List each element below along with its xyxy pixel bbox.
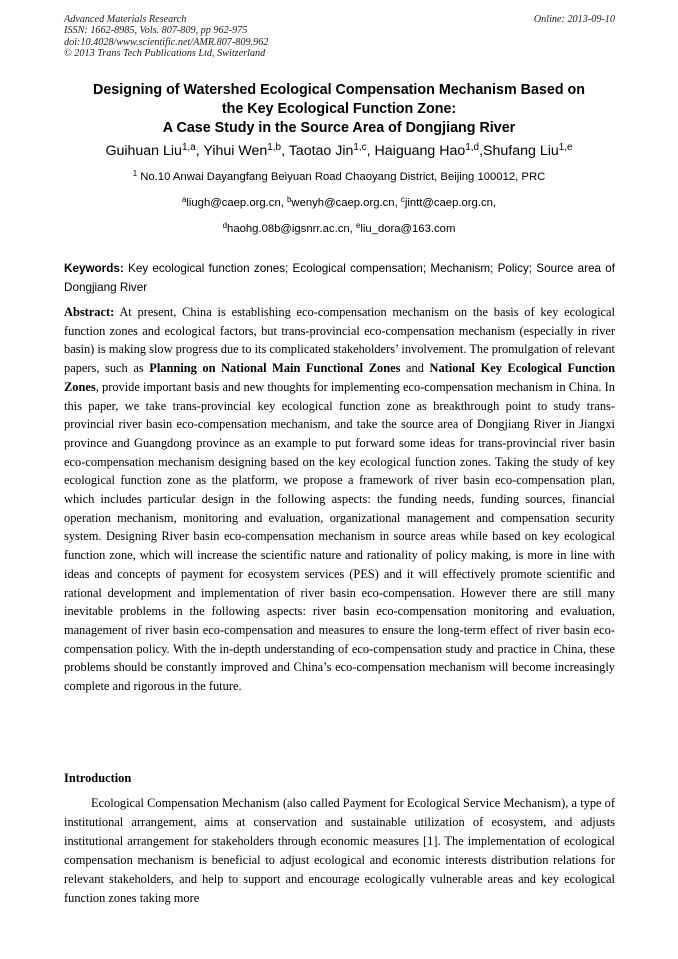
author-affil-mark: 1,d (465, 142, 480, 154)
keywords-text: Key ecological function zones; Ecological compensation; Mechanism; Policy; Source area of Dongjiang River (64, 262, 615, 294)
section-heading: Introduction (64, 771, 132, 785)
author-affil-mark: 1,e (558, 142, 573, 154)
author-separator: , (195, 143, 204, 159)
email-address[interactable]: liu_dora@163.com (360, 223, 456, 235)
email-mark: b (287, 195, 292, 205)
email-line (20, 196, 658, 210)
author-separator: , (281, 143, 289, 159)
abstract-emphasis: National Key Ecological Function Zones (64, 361, 615, 394)
author-name: Shufang Liu (483, 143, 559, 159)
affiliation (20, 170, 658, 184)
author-list (20, 141, 658, 161)
copyright-line: © 2013 Trans Tech Publications Ltd, Switzerland (64, 47, 266, 59)
author-affil-mark: 1,a (181, 142, 196, 154)
email-mark: a (181, 195, 187, 205)
email-address[interactable]: haohg.08b@igsnrr.ac.cn, (227, 223, 356, 235)
email-address[interactable]: wenyh@caep.org.cn, (291, 197, 401, 209)
author-name: Yihui Wen (203, 143, 268, 159)
abstract-text: At present, China is establishing eco-compensation mechanism on the basis of key ecological function zones and ecological factors, but trans-provincial eco-compensation mechanism (especially in river basin) is making slow progress due to its complicated stakeholders’ involvement. The promulgation of relevant papers, such as (64, 305, 615, 376)
email-mark: c (400, 195, 405, 205)
affiliation-mark: 1 (132, 169, 138, 179)
keywords (64, 260, 615, 297)
title-line: A Case Study in the Source Area of Dongjiang River (162, 120, 516, 136)
title-line: the Key Ecological Function Zone: (221, 101, 457, 117)
journal-header (64, 14, 615, 59)
keywords-label: Keywords: (64, 262, 124, 275)
email-mark: d (222, 221, 228, 231)
author-separator: , (366, 143, 375, 159)
abstract-label: Abstract: (64, 305, 115, 319)
author-name: Taotao Jin (288, 143, 354, 159)
affiliation-text: No.10 Anwai Dayangfang Beiyuan Road Chaoyang District, Beijing 100012, PRC (137, 171, 546, 183)
journal-name: Advanced Materials Research (64, 14, 187, 25)
email-mark: e (355, 221, 361, 231)
abstract-text: , provide important basis and new thoughts for implementing eco-compensation mechanism in China. In this paper, we take trans-provincial key ecological function zone as breakthrough point to study trans-provincial river basin eco-compensation mechanism, and take the source area of Dongjiang River in Jiangxi province and Guangdong province as an example to put forward some ideas for trans-provincial river basin eco-compensation mechanism designing based on the key ecological function zones. Taking the study of key ecological function zone as the platform, we propose a framework of river basin eco-compensation plan, which includes particular design in the following aspects: the funding needs, funding sources, financial operation mechanism, monitoring and evaluation, organizational management and compensation security system. Designing River basin eco-compensation mechanism in source areas while based on key ecological function zone, which will increase the scientific nature and rationality of policy making, is more in line with ideas and concepts of payment for ecosystem services (PES) and it will effectively promote scientific and rational development and implementation of river basin eco-compensation. However there are still many inevitable problems in the following aspects: river basin eco-compensation monitoring and evaluation, management of river basin eco-compensation and measures to ensure the long-term effect of river basin eco-compensation policy. With the in-depth understanding of eco-compensation study and practice in China, these problems should be constantly improved and China’s eco-compensation mechanism will become increasingly complete and rigorous in the future. (64, 379, 615, 694)
author-affil-mark: 1,b (267, 142, 282, 154)
title-line: Designing of Watershed Ecological Compensation Mechanism Based on (93, 82, 585, 98)
author-name: Haiguang Hao (374, 143, 466, 159)
author-affil-mark: 1,c (353, 142, 367, 154)
email-line (20, 222, 658, 236)
abstract-text: and (400, 361, 430, 376)
email-address[interactable]: liugh@caep.org.cn, (186, 197, 288, 209)
abstract-emphasis: Planning on National Main Functional Zones (149, 361, 401, 376)
introduction-paragraph: Ecological Compensation Mechanism (also called Payment for Ecological Service Mechanism), a type of institutional arrangement, aims at conservation and sustainable utilization of ecosystem, and adjusts institutional arrangement for stakeholders through economic measures [1]. The implementation of ecological compensation mechanism is beneficial to adjust ecological and economic interests distribution relations for relevant stakeholders, and help to support and encourage ecologically vulnerable areas and key ecological function zones taking more (64, 796, 615, 905)
author-separator: , (479, 143, 484, 159)
author-name: Guihuan Liu (105, 143, 182, 159)
abstract (64, 303, 615, 696)
email-address[interactable]: jintt@caep.org.cn, (404, 197, 497, 209)
doi-line: doi:10.4028/www.scientific.net/AMR.807-809.962 (64, 36, 269, 48)
online-date: Online: 2013-09-10 (533, 14, 615, 25)
paper-title (40, 81, 638, 138)
issn-line: ISSN: 1662-8985, Vols. 807-809, pp 962-975 (64, 25, 248, 37)
